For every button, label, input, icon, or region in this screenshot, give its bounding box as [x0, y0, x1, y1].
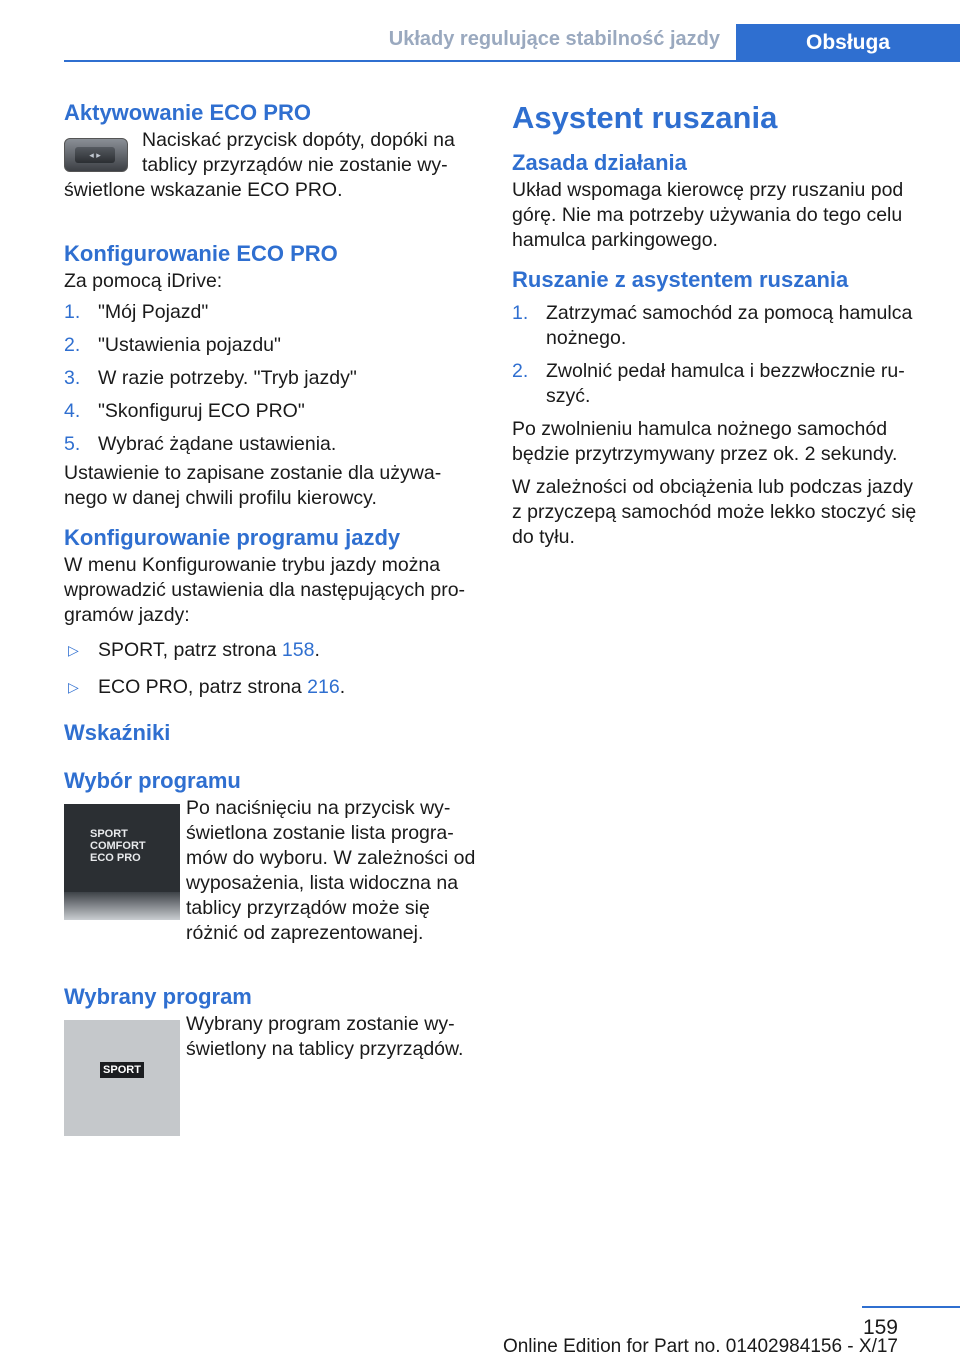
eco-pro-config-steps — [64, 300, 476, 457]
step-text: W razie potrzeby. "Tryb jazdy" — [98, 367, 357, 389]
step-number: 1. — [64, 301, 81, 323]
principle-text: Układ wspomaga kierowcę przy ruszaniu pod górę. Nie ma potrzeby używania do tego celu hamulca parkingowego. — [512, 179, 904, 251]
heading-start-with-assistant: Ruszanie z asystentem ruszania — [512, 267, 849, 292]
step-number: 3. — [64, 367, 81, 389]
list-item — [64, 638, 476, 663]
selected-program-display-image — [64, 1020, 180, 1136]
step-number: 4. — [64, 400, 81, 422]
item-text: ECO PRO, patrz strona — [98, 676, 308, 698]
heading-selected-program: Wybrany program — [64, 984, 252, 1009]
list-item — [64, 300, 476, 325]
eco-pro-config-outro: Ustawienie to zapisane zostanie dla używa‐nego w danej chwili profilu kierowcy. — [64, 462, 442, 509]
program-config-text: W menu Konfigurowanie trybu jazdy można wprowadzić ustawienia dla następujących pro‐gramów jazdy: — [64, 554, 466, 626]
triangle-bullet-icon: ▷ — [68, 679, 79, 695]
step-text: Wybrać żądane ustawienia. — [98, 433, 337, 455]
eco-pro-config-intro: Za pomocą iDrive: — [64, 270, 223, 292]
menu-line: SPORT — [90, 828, 128, 840]
triangle-bullet-icon: ▷ — [68, 642, 79, 658]
heading-indicators: Wskaźniki — [64, 720, 171, 745]
program-list-display-image — [64, 804, 180, 920]
item-end: . — [339, 676, 346, 698]
left-column — [64, 98, 476, 1138]
step-text: Zatrzymać samochód za pomocą hamulca nożnego. — [546, 302, 913, 349]
heading-start-assistant: Asystent ruszania — [512, 100, 778, 135]
eco-pro-activate-text: Naciskać przycisk dopóty, dopóki na tablicy przyrządów nie zostanie wy‐świetlone wskazanie ECO PRO. — [64, 129, 455, 201]
menu-line: COMFORT — [90, 840, 146, 852]
page-link[interactable]: 158 — [281, 639, 315, 661]
item-text: SPORT, patrz strona — [98, 639, 282, 661]
heading-program-config: Konfigurowanie programu jazdy — [64, 525, 401, 550]
edition-footer: Online Edition for Part no. 01402984156 - X/17 — [502, 1336, 898, 1357]
list-item — [64, 399, 476, 424]
heading-eco-pro-activate: Aktywowanie ECO PRO — [64, 100, 311, 125]
eco-pro-button-icon: ◂ ▸ — [75, 147, 115, 163]
footer-rule — [862, 1306, 960, 1308]
program-selection-text: Po naciśnięciu na przycisk wy‐świetlona zostanie lista progra‐mów do wyboru. W zależności od wyposażenia, lista widoczna na tablicy przyrządów może się różnić od zaprezentowanej. — [186, 797, 476, 944]
step-number: 2. — [512, 360, 529, 382]
item-end: . — [314, 639, 320, 661]
page-link[interactable]: 216 — [307, 676, 340, 698]
step-text: Zwolnić pedał hamulca i bezzwłocznie ru‐szyć. — [546, 360, 905, 407]
start-steps — [512, 301, 926, 409]
assistant-paragraph-2: W zależności od obciążenia lub podczas jazdy z przyczepą samochód może lekko stoczyć się do tyłu. — [512, 476, 917, 548]
display-shade — [64, 892, 180, 920]
step-text: "Mój Pojazd" — [98, 301, 209, 323]
selected-program-tag: SPORT — [100, 1062, 144, 1078]
heading-principle: Zasada działania — [512, 150, 687, 175]
step-number: 1. — [512, 302, 529, 324]
heading-program-selection: Wybór programu — [64, 768, 241, 793]
header-section-title: Układy regulujące stabilność jazdy — [388, 28, 720, 50]
list-item — [64, 333, 476, 358]
step-number: 2. — [64, 334, 81, 356]
list-item — [512, 301, 926, 351]
list-item — [64, 432, 476, 457]
right-column — [512, 98, 926, 550]
assistant-paragraph-1: Po zwolnieniu hamulca nożnego samochód będzie przytrzymywany przez ok. 2 sekundy. — [512, 418, 898, 465]
step-text: "Skonfiguruj ECO PRO" — [98, 400, 305, 422]
list-item — [64, 675, 476, 700]
program-config-list — [64, 638, 476, 700]
selected-program-text: Wybrany program zostanie wy‐świetlony na tablicy przyrządów. — [186, 1013, 464, 1060]
header-chapter-tab: Obsługa — [736, 24, 960, 62]
eco-pro-button-image — [64, 138, 128, 172]
menu-line: ECO PRO — [90, 852, 141, 864]
step-number: 5. — [64, 433, 81, 455]
page-number: 159 — [862, 1316, 898, 1339]
list-item — [64, 366, 476, 391]
list-item — [512, 359, 926, 409]
step-text: "Ustawienia pojazdu" — [98, 334, 281, 356]
heading-eco-pro-config: Konfigurowanie ECO PRO — [64, 241, 338, 266]
program-menu — [90, 828, 146, 864]
